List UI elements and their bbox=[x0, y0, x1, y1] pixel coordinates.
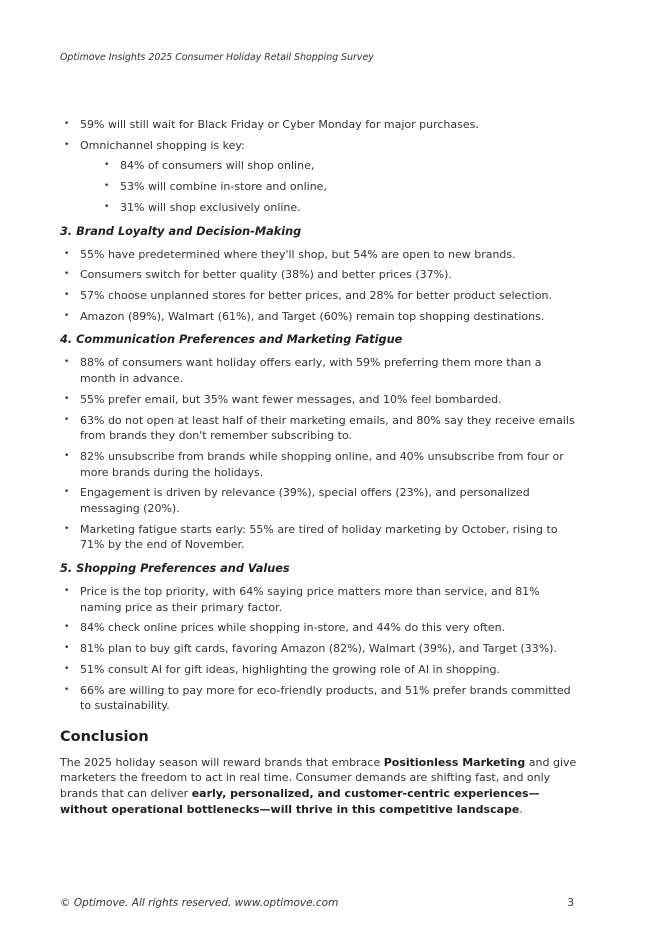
list-item: • 55% have predetermined where they'll shop, but 54% are open to new brands. bbox=[60, 247, 580, 263]
section-title-brand-loyalty: 3. Brand Loyalty and Decision-Making bbox=[60, 224, 302, 238]
list-item: • 57% choose unplanned stores for better prices, and 28% for better product selection. bbox=[60, 288, 580, 304]
sub-list-item: • 31% will shop exclusively online. bbox=[100, 200, 580, 216]
communication-list bbox=[60, 355, 580, 552]
conclusion-text: The 2025 holiday season will reward brands that embrace bbox=[60, 755, 384, 769]
section-title-communication: 4. Communication Preferences and Marketing Fatigue bbox=[60, 333, 403, 347]
conclusion-text: . bbox=[519, 802, 523, 816]
list-item: • 66% are willing to pay more for eco-friendly products, and 51% prefer brands committed to sustainability. bbox=[60, 683, 580, 714]
conclusion-text: and give marketers the freedom to act in real time. Consumer demands are shifting fast, and only brands that can deliver bbox=[60, 755, 577, 801]
sub-list-item: • 53% will combine in-store and online, bbox=[100, 179, 580, 195]
list-item: • 84% check online prices while shopping in-store, and 44% do this very often. bbox=[60, 620, 580, 636]
page-header: Optimove Insights 2025 Consumer Holiday Retail Shopping Survey bbox=[60, 52, 374, 63]
list-item: • Engagement is driven by relevance (39%), special offers (23%), and personalized messaging (20%). bbox=[60, 485, 580, 516]
list-item: • Marketing fatigue starts early: 55% are tired of holiday marketing by October, rising to 71% by the end of November. bbox=[60, 522, 580, 553]
list-item: • Amazon (89%), Walmart (61%), and Target (60%) remain top shopping destinations. bbox=[60, 309, 580, 325]
page-number: 3 bbox=[567, 897, 574, 909]
list-item: • 63% do not open at least half of their marketing emails, and 80% say they receive emails from brands they don't remember subscribing to. bbox=[60, 413, 580, 444]
conclusion-emphasis: Positionless Marketing bbox=[383, 755, 526, 769]
list-item: • 51% consult AI for gift ideas, highlighting the growing role of AI in shopping. bbox=[60, 662, 580, 678]
section-title-shopping-preferences: 5. Shopping Preferences and Values bbox=[60, 561, 290, 575]
footer-copyright: © Optimove. All rights reserved. www.optimove.com bbox=[60, 897, 339, 909]
list-item: • 55% prefer email, but 35% want fewer messages, and 10% feel bombarded. bbox=[60, 392, 580, 408]
brand-loyalty-list bbox=[60, 247, 580, 325]
list-item: • 59% will still wait for Black Friday or Cyber Monday for major purchases. bbox=[60, 117, 580, 133]
sub-list-item: • 84% of consumers will shop online, bbox=[100, 158, 580, 174]
conclusion-emphasis: early, personalized, and customer-centric experiences—without operational bottlenecks—will thrive in this competitive landscape bbox=[60, 787, 540, 816]
omnichannel-sub-list bbox=[80, 158, 580, 215]
list-item-text: Omnichannel shopping is key: bbox=[80, 138, 245, 152]
list-item bbox=[60, 138, 580, 216]
list-item: • 82% unsubscribe from brands while shopping online, and 40% unsubscribe from four or more brands during the holidays. bbox=[60, 449, 580, 480]
list-item: • Consumers switch for better quality (38%) and better prices (37%). bbox=[60, 267, 580, 283]
list-item: • Price is the top priority, with 64% saying price matters more than service, and 81% naming price as their primary factor. bbox=[60, 584, 580, 615]
shopping-preferences-list bbox=[60, 584, 580, 714]
main-content bbox=[60, 117, 580, 817]
list-item: • 81% plan to buy gift cards, favoring Amazon (82%), Walmart (39%), and Target (33%). bbox=[60, 641, 580, 657]
conclusion-paragraph bbox=[60, 755, 580, 817]
intro-bullet-list bbox=[60, 117, 580, 216]
list-item: • 88% of consumers want holiday offers early, with 59% preferring them more than a month in advance. bbox=[60, 355, 580, 386]
conclusion-heading: Conclusion bbox=[60, 728, 149, 745]
